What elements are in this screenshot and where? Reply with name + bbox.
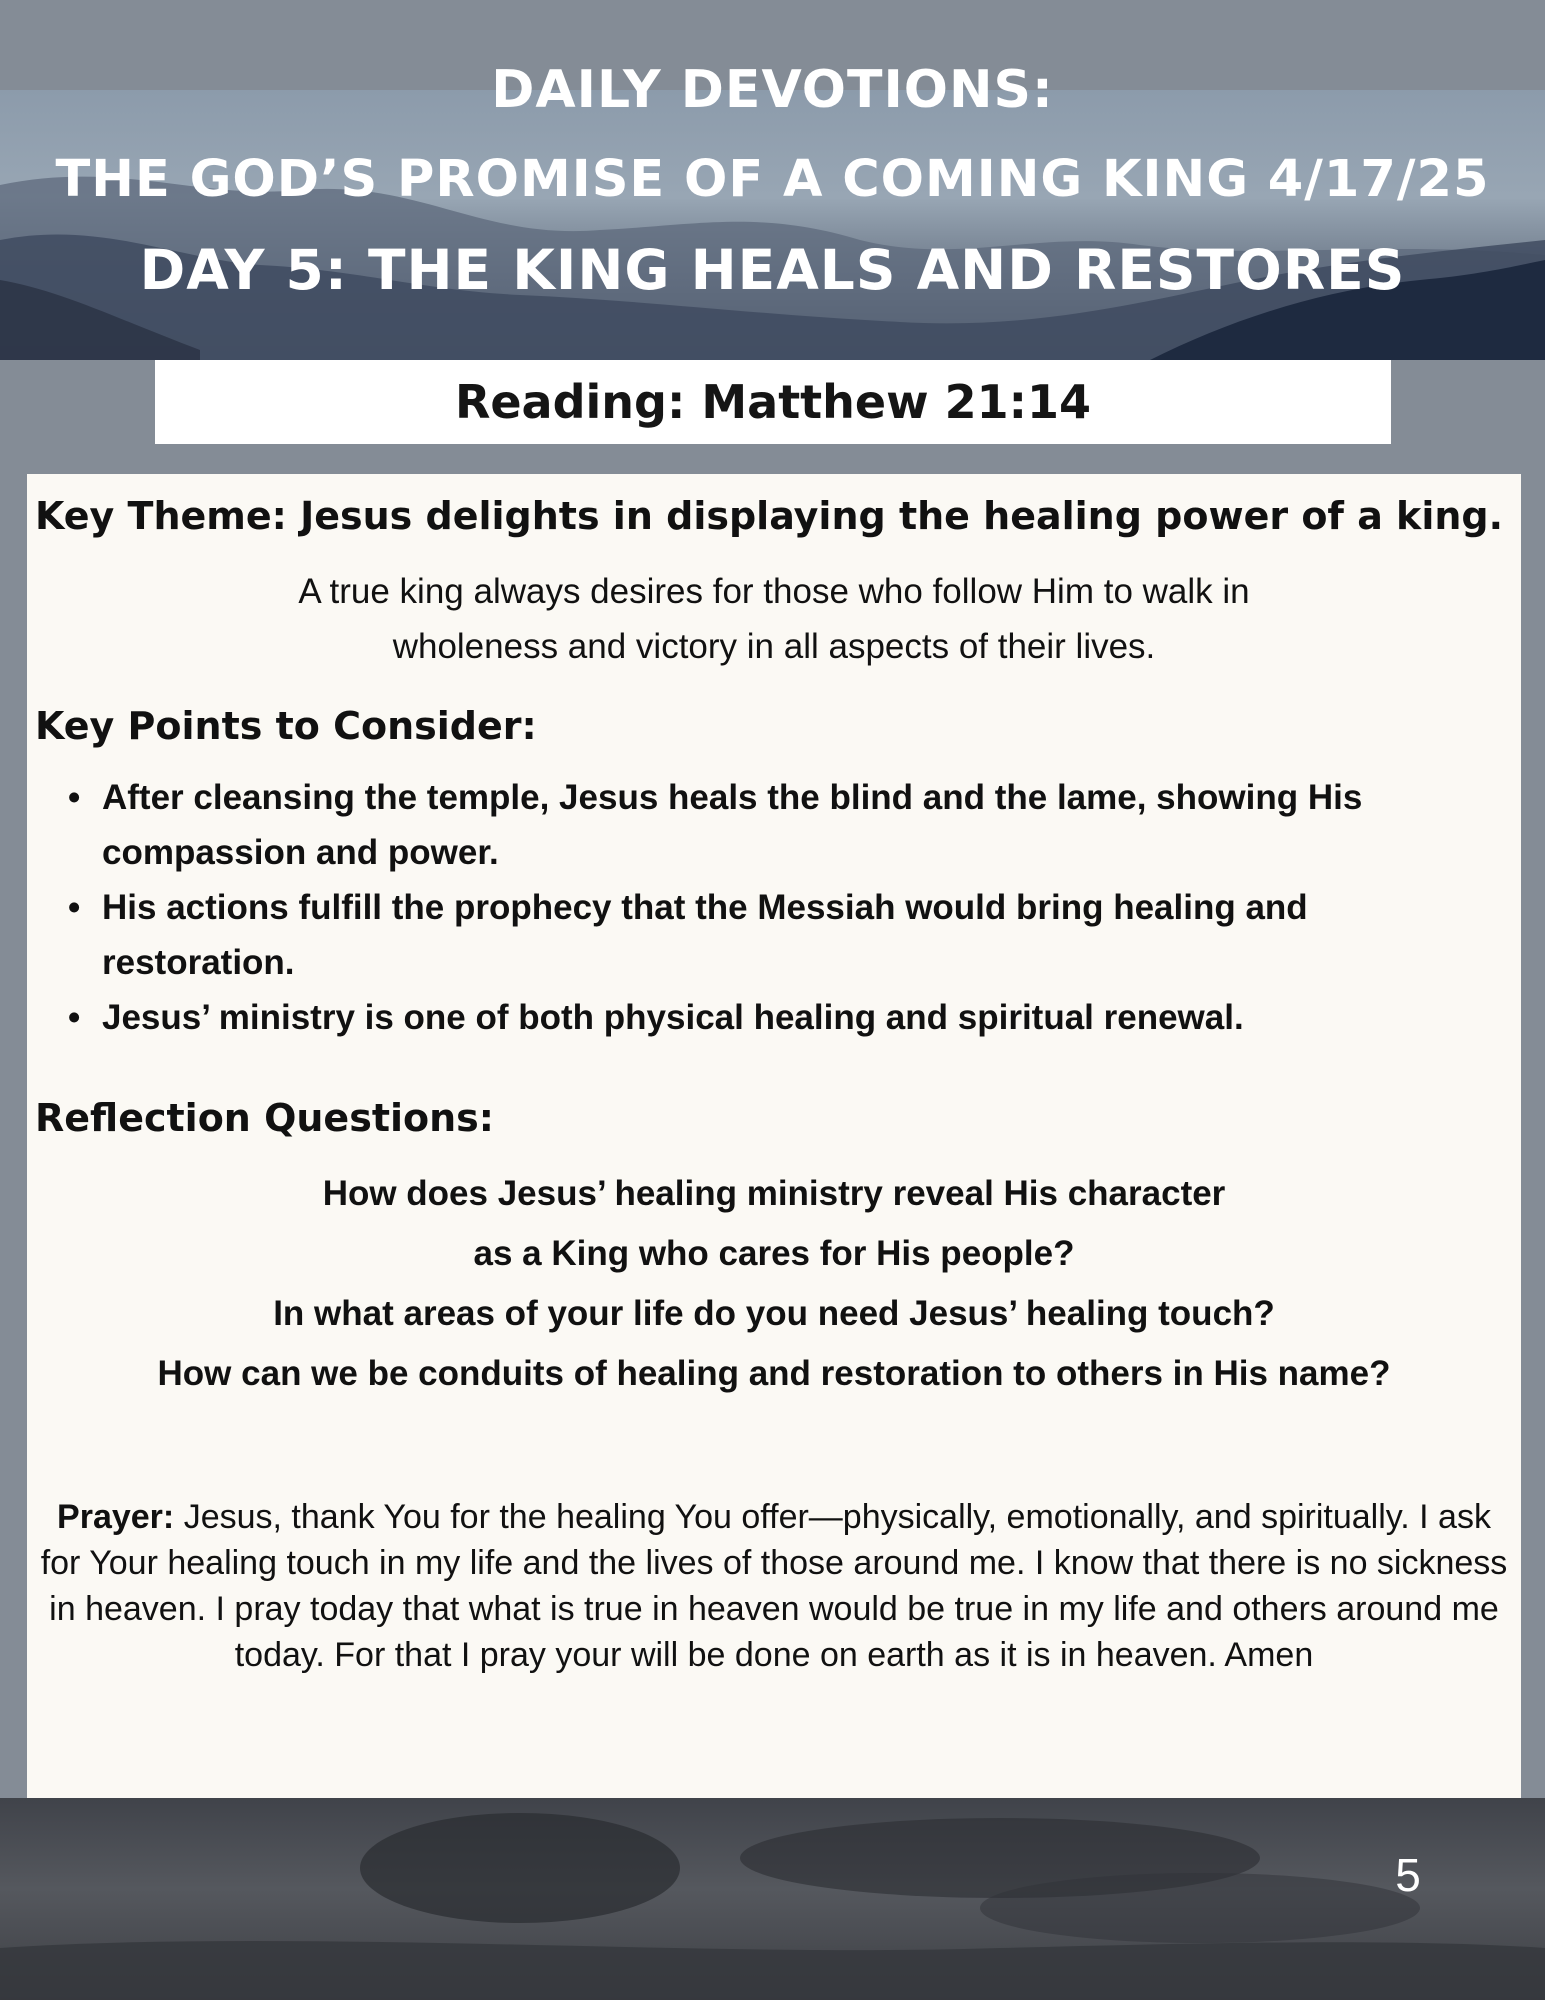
list-item: [68, 880, 1462, 990]
header-mountain-image: [0, 90, 1545, 360]
page-number: 5: [1395, 1849, 1421, 1901]
key-theme-line-1: A true king always desires for those who follow Him to walk in: [298, 572, 1250, 611]
mountain-illustration: [0, 90, 1545, 360]
content-card: [27, 474, 1521, 1800]
key-points-heading: Key Points to Consider:: [35, 704, 537, 748]
list-item: [68, 770, 1462, 880]
footer-landscape-illustration: [0, 1798, 1545, 2000]
reflection-line: In what areas of your life do you need Jesus’ healing touch?: [273, 1294, 1275, 1333]
key-points-list: [68, 770, 1462, 1045]
key-theme-description: [27, 564, 1521, 674]
footer-image: [0, 1798, 1545, 2000]
bullet-icon: •: [68, 778, 81, 817]
reflection-line: How does Jesus’ healing ministry reveal His character: [322, 1174, 1226, 1213]
key-point-text: After cleansing the temple, Jesus heals the blind and the lame, showing His compassion and power.: [102, 778, 1363, 872]
title-line-2: THE GOD’S PROMISE OF A COMING KING 4/17/25: [55, 150, 1490, 209]
reflection-questions: [27, 1164, 1521, 1404]
prayer-text: Jesus, thank You for the healing You offer—physically, emotionally, and spiritually. I ask for Your healing touch in my life and the lives of those around me. I know that there is no sickness in heaven. I pray today that what is true in heaven would be true in my life and others around me today. For that I pray your will be done on earth as it is in heaven. Amen: [40, 1498, 1508, 1674]
prayer-label: Prayer:: [57, 1498, 175, 1536]
bullet-icon: •: [68, 888, 81, 927]
list-item: [68, 990, 1462, 1045]
reflection-heading: Reflection Questions:: [35, 1096, 494, 1140]
key-point-text: His actions fulfill the prophecy that the Messiah would bring healing and restoration.: [102, 888, 1308, 982]
bullet-icon: •: [68, 998, 81, 1037]
reflection-line: How can we be conduits of healing and restoration to others in His name?: [157, 1354, 1391, 1393]
prayer-paragraph: [39, 1494, 1509, 1678]
key-theme-heading: Key Theme: Jesus delights in displaying the healing power of a king.: [35, 494, 1504, 538]
key-theme-line-2: wholeness and victory in all aspects of their lives.: [392, 627, 1156, 666]
key-point-text: Jesus’ ministry is one of both physical healing and spiritual renewal.: [102, 998, 1244, 1037]
reading-reference: Reading: Matthew 21:14: [454, 375, 1092, 429]
title-line-1: DAILY DEVOTIONS:: [491, 60, 1054, 120]
reading-box: [155, 360, 1391, 444]
title-line-3: DAY 5: THE KING HEALS AND RESTORES: [139, 238, 1406, 302]
reflection-line: as a King who cares for His people?: [473, 1234, 1075, 1273]
